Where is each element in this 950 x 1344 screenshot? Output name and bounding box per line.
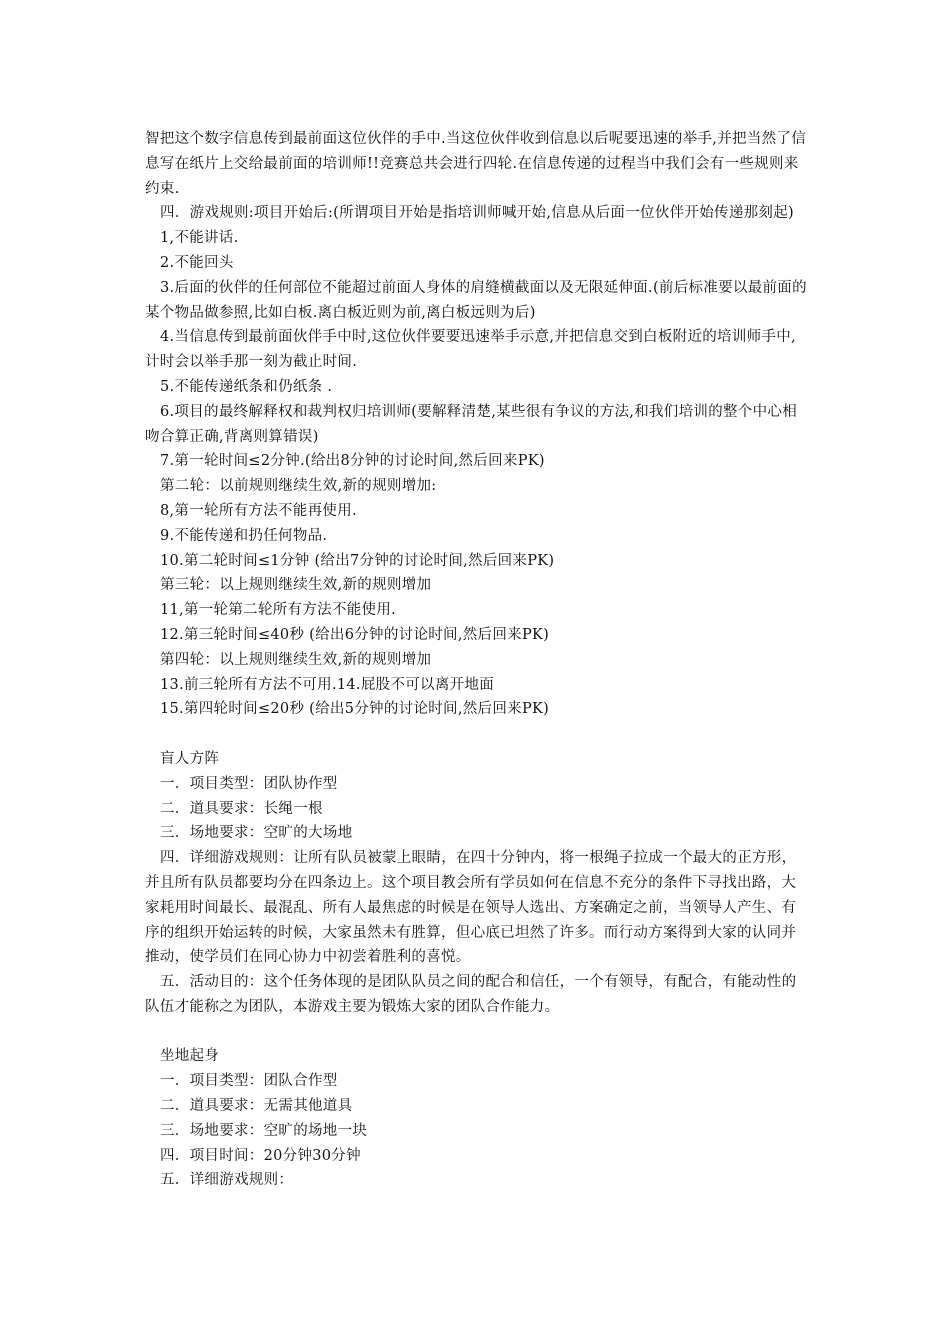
rule-item: 2.不能回头 bbox=[160, 254, 234, 271]
rule-item: 3.后面的伙伴的任何部位不能超过前面人身体的肩缝横截面以及无限延伸面.(前后标准要以最前面的某个物品做参照,比如白板.离白板近则为前,离白板远则为后) bbox=[145, 279, 807, 321]
sit-stand-props: 二．道具要求：无需其他道具 bbox=[160, 1098, 353, 1115]
section-gap bbox=[145, 722, 810, 747]
rules-heading: 四．游戏规则:项目开始后:(所谓项目开始是指培训师喊开始,信息从后面一位伙伴开始传递那刻起) bbox=[160, 205, 794, 222]
section-title-sit-stand: 坐地起身 bbox=[160, 1048, 220, 1065]
blind-square-type: 一．项目类型：团队协作型 bbox=[160, 775, 338, 792]
rule-item: 8,第一轮所有方法不能再使用. bbox=[160, 502, 357, 519]
rule-item: 6.项目的最终解释权和裁判权归培训师(要解释清楚,某些很有争议的方法,和我们培训的整个中心相吻合算正确,背离则算错误) bbox=[145, 403, 798, 445]
rule-item: 7.第一轮时间≤2分钟.(给出8分钟的讨论时间,然后回来PK) bbox=[160, 453, 545, 470]
rule-item: 11,第一轮第二轮所有方法不能使用. bbox=[160, 602, 397, 619]
rule-item: 10.第二轮时间≤1分钟 (给出7分钟的讨论时间,然后回来PK) bbox=[160, 552, 555, 569]
rule-item: 9.不能传递和扔任何物品. bbox=[160, 527, 328, 544]
round-heading: 第三轮：以上规则继续生效,新的规则增加 bbox=[160, 577, 432, 594]
section-gap bbox=[145, 1020, 810, 1045]
rule-item: 4.当信息传到最前面伙伴手中时,这位伙伴要要迅速举手示意,并把信息交到白板附近的培训师手中,计时会以举手那一刻为截止时间. bbox=[145, 329, 796, 371]
round-heading: 第四轮：以上规则继续生效,新的规则增加 bbox=[160, 651, 432, 668]
rule-item: 12.第三轮时间≤40秒 (给出6分钟的讨论时间,然后回来PK) bbox=[160, 626, 550, 643]
sit-stand-type: 一．项目类型：团队合作型 bbox=[160, 1073, 338, 1090]
rule-item: 13.前三轮所有方法不可用.14.屁股不可以离开地面 bbox=[160, 676, 495, 693]
rule-item: 5.不能传递纸条和仍纸条 . bbox=[160, 378, 333, 395]
blind-square-props: 二．道具要求：长绳一根 bbox=[160, 800, 323, 817]
rule-item: 15.第四轮时间≤20秒 (给出5分钟的讨论时间,然后回来PK) bbox=[160, 701, 550, 718]
round-heading: 第二轮：以前规则继续生效,新的规则增加: bbox=[160, 478, 437, 495]
section-title-blind-square: 盲人方阵 bbox=[160, 750, 220, 767]
document-body bbox=[145, 127, 810, 1193]
blind-square-rules: 四．详细游戏规则：让所有队员被蒙上眼睛，在四十分钟内，将一根绳子拉成一个最大的正方形，并且所有队员都要均分在四条边上。这个项目教会所有学员如何在信息不充分的条件下寻找出路，大家耗用时间最长、最混乱、所有人最焦虑的时候是在领导人选出、方案确定之前，当领导人产生、有序的组织开始运转的时候，大家虽然未有胜算，但心底已坦然了许多。而行动方案得到大家的认同并推动，使学员们在同心协力中初尝着胜利的喜悦。 bbox=[145, 850, 797, 966]
intro-paragraph: 智把这个数字信息传到最前面这位伙伴的手中.当这位伙伴收到信息以后呢要迅速的举手,并把当然了信息写在纸片上交给最前面的培训师!!竞赛总共会进行四轮.在信息传递的过程当中我们会有一些规则来约束. bbox=[145, 131, 807, 197]
sit-stand-venue: 三．场地要求：空旷的场地一块 bbox=[160, 1122, 368, 1139]
rule-item: 1,不能讲话. bbox=[160, 230, 239, 247]
sit-stand-time: 四．项目时间：20分钟30分钟 bbox=[160, 1147, 361, 1164]
blind-square-venue: 三．场地要求：空旷的大场地 bbox=[160, 825, 353, 842]
sit-stand-rules: 五．详细游戏规则： bbox=[160, 1172, 294, 1189]
blind-square-purpose: 五．活动目的：这个任务体现的是团队队员之间的配合和信任，一个有领导，有配合，有能动性的队伍才能称之为团队，本游戏主要为锻炼大家的团队合作能力。 bbox=[145, 974, 797, 1015]
